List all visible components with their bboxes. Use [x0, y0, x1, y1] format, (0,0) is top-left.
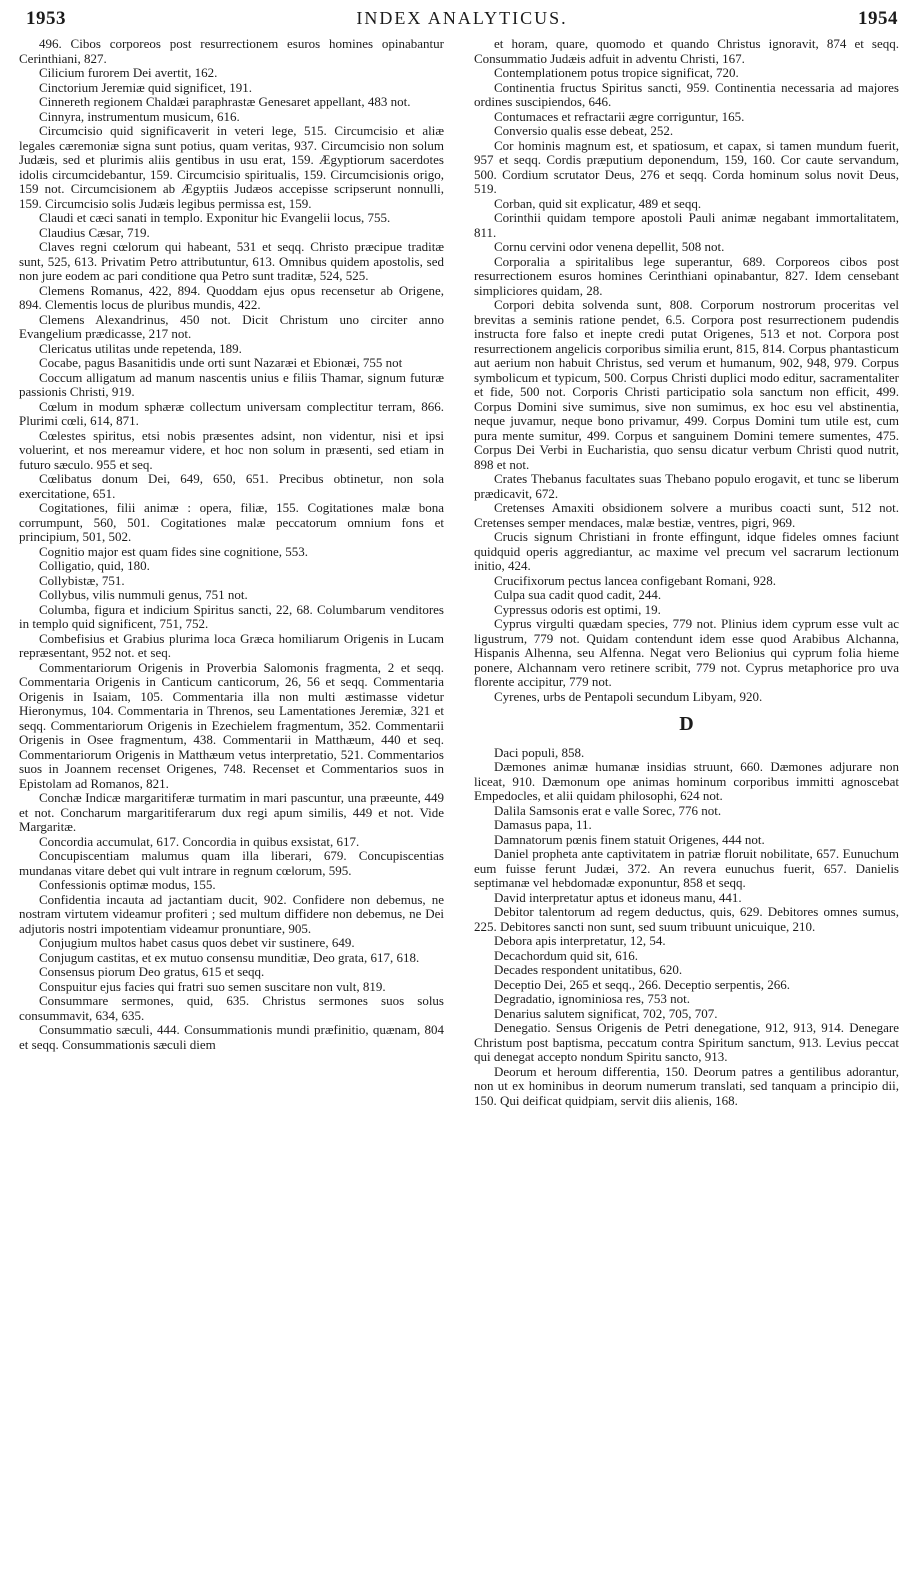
index-entry: Culpa sua cadit quod cadit, 244.	[494, 587, 662, 602]
index-entry: et horam, quare, quomodo et quando Christus ignoravit, 874 et seqq. Consummatio Judæis adfuit in adventu Christi, 167.	[474, 36, 899, 66]
index-entry: Conchæ Indicæ margaritiferæ turmatim in mari pascuntur, una præeunte, 449 et not. Concharum margaritiferarum dux regi apum similis, 449 et not. Vide Margaritæ.	[19, 790, 444, 834]
index-entry: Cornu cervini odor venena depellit, 508 not.	[494, 239, 725, 254]
index-entry: Decachordum quid sit, 616.	[494, 947, 639, 963]
index-entry: Cœlum in modum sphæræ collectum universam complectitur terram, 866. Plurimi cœli, 614, 871.	[19, 398, 444, 428]
index-entry: Claudi et cæci sanati in templo. Exponitur hic Evangelii locus, 755.	[39, 210, 391, 225]
index-entry: Cyrenes, urbs de Pentapoli secundum Libyam, 920.	[494, 688, 763, 704]
index-entry: Confidentia incauta ad jactantiam ducit, 902. Confidere non debemus, ne nostram virtutem videamur profiteri ; sed multum diffidere non debemus, ne Dei adjutoris nostri impotentiam videamur pronuntiare, 905.	[19, 891, 444, 936]
index-entry: Commentariorum Origenis in Proverbia Salomonis fragmenta, 2 et seqq. Commentaria Origenis in Canticum canticorum, 26, 56 et seqq. Commentaria Origenis in Isaiam, 105. Commentaria illa non multi æstimasse videtur Hieronymus, 104. Commentaria in Threnos, seu Lamentationes Jeremiæ, 321 et seqq. Commentariorum Origenis in Ezechielem fragmentum, 352. Commentarii Origenis in Osee fragmentum, 438. Commentarii in Matthæum, 440 et seq. Commentariorum Origenis in Matthæum vetus interpretatio, 521. Commentarios suos in Joannem recenset Origenes, 748. Recenset et Commentarios suos in Epistolam ad Romanos, 821.	[19, 659, 444, 791]
index-entry: Continentia fructus Spiritus sancti, 959. Continentia necessaria ad majores ordines suscipiendos, 646.	[474, 79, 899, 109]
running-title: INDEX ANALYTICUS.	[356, 8, 568, 28]
index-entry: Denegatio. Sensus Origenis de Petri denegatione, 912, 913, 914. Denegare Christum post baptisma, peccatum contra Spiritum sanctum, 913. Levius peccat qui denegat accepto nondum Spiritu sancto, 913.	[474, 1020, 899, 1064]
index-entry: Cœlestes spiritus, etsi nobis præsentes adsint, non videntur, nisi et ipsi voluerint, et nos mereamur videre, et hoc non solum in præsenti, sed etiam in futuro sæculo. 955 et seq.	[19, 427, 444, 472]
index-entry: Coccum alligatum ad manum nascentis unius e filiis Thamar, signum futuræ passionis Christi, 919.	[19, 369, 444, 399]
index-entry: Dalila Samsonis erat e valle Sorec, 776 not.	[494, 802, 722, 818]
index-entry: Conspuitur ejus facies qui fratri suo semen suscitare non vult, 819.	[39, 978, 386, 994]
index-entry: Consensus piorum Deo gratus, 615 et seqq.	[39, 964, 265, 979]
index-entry: Clericatus utilitas unde repetenda, 189.	[39, 340, 242, 356]
index-entry: Clemens Romanus, 422, 894. Quoddam ejus opus recensetur ab Origene, 894. Clementis locus de pluribus mundis, 422.	[19, 282, 444, 312]
index-entry: Dæmones animæ humanæ insidias struunt, 660. Dæmones adjurare non liceat, 910. Dæmonum ope animas hominum corporibus immitti agnoscebat Empedocles, et alii quidam philosophi, 624 not.	[474, 759, 899, 803]
index-entry: Cinctorium Jeremiæ quid significet, 191.	[39, 79, 253, 95]
index-entry: Claudius Cæsar, 719.	[39, 224, 150, 240]
index-entry: Crucis signum Christiani in fronte effingunt, idque fideles omnes faciunt quidquid operis aggrediantur, ac maxime vel precum vel sacrarum lectionum initio, 424.	[474, 529, 899, 573]
index-entry: Combefisius et Grabius plurima loca Græca homiliarum Origenis in Lucam repræsentant, 952 not. et seq.	[19, 630, 444, 660]
index-entry: Daniel propheta ante captivitatem in patriæ floruit nobilitate, 657. Eunuchum eum fuisse ferunt Judæi, 372. An revera eunuchus fuerit, 657. Danielis septimanæ vel hebdomadæ exponuntur, 858 et seqq.	[474, 846, 899, 890]
index-entry: Debitor talentorum ad regem deductus, quis, 629. Debitores omnes sumus, 225. Debitores sancti non sunt, sed suum tribuunt unicuique, 210.	[474, 904, 899, 934]
index-entry: 496. Cibos corporeos post resurrectionem esuros homines opinabantur Cerinthiani, 827.	[19, 36, 444, 66]
index-entry: Denarius salutem significat, 702, 705, 707.	[494, 1005, 718, 1021]
index-entry: Contemplationem potus tropice significat, 720.	[494, 65, 739, 80]
index-entry: Clemens Alexandrinus, 450 not. Dicit Christum uno circiter anno Evangelium prædicasse, 217 not.	[19, 311, 444, 341]
index-entry: Cretenses Amaxiti obsidionem solvere a muribus coacti sunt, 512 not. Cretenses semper mendaces, malæ bestiæ, ventres, pigri, 969.	[474, 500, 899, 530]
index-entry: Crucifixorum pectus lancea configebant Romani, 928.	[494, 572, 776, 588]
index-entry: David interpretatur aptus et idoneus manu, 441.	[494, 889, 742, 905]
right-column	[474, 37, 899, 1108]
section-letter-heading: D	[679, 713, 694, 735]
index-entry: Circumcisio quid significaverit in veteri lege, 515. Circumcisio et aliæ legales cæremoniæ signa sunt potius, quam veritas, 937. Circumcisio non solum Judæis, sed et plurimis aliis gentibus in usu erat, 159. Ægyptiorum sacerdotes idolis circumcidebantur, 159. Circumcisio spiritualis, 159. Circumcisionis origo, 159 not. Circumcisionem ab Ægyptiis Judæos accepisse scripserunt nonnulli, 159. Circumcisio solis Judæis legibus permissa est, 159.	[19, 123, 444, 211]
d-entries	[474, 746, 899, 1109]
page-header	[26, 8, 898, 32]
index-entry: Cinnereth regionem Chaldæi paraphrastæ Genesaret appellant, 483 not.	[39, 94, 411, 109]
index-entry: Columba, figura et indicium Spiritus sancti, 22, 68. Columbarum venditores in templo quid significent, 751, 752.	[19, 601, 444, 631]
index-entry: Corinthii quidam tempore apostoli Pauli animæ negabant immortalitatem, 811.	[474, 210, 899, 240]
index-entry: Consummatio sæculi, 444. Consummationis mundi præfinitio, quænam, 804 et seqq. Consummationis sæculi diem	[19, 1022, 444, 1052]
index-entry: Cogitationes, filii animæ : opera, filiæ, 155. Cogitationes malæ bona corrumpunt, 560, 501. Cogitationes malæ peccatorum omnium fons et principium, 501, 502.	[19, 500, 444, 544]
index-entry: Contumaces et refractarii ægre corriguntur, 165.	[494, 108, 745, 124]
index-entry: Deceptio Dei, 265 et seqq., 266. Deceptio serpentis, 266.	[494, 976, 791, 992]
index-entry: Concordia accumulat, 617. Concordia in quibus exsistat, 617.	[39, 833, 360, 849]
left-column	[19, 37, 444, 1052]
left-page-number: 1953	[26, 8, 66, 29]
index-entry: Cor hominis magnum est, et spatiosum, et capax, si tamen mundum fuerit, 957 et seqq. Cordis præputium deponendum, 159, 160. Cor caute servandum, 500. Cordium scrutator Deus, 276 et seqq. Corda hominum solus novit Deus, 519.	[474, 137, 899, 196]
index-entry: Cocabe, pagus Basanitidis unde orti sunt Nazaræi et Ebionæi, 755 not	[39, 355, 403, 370]
index-entry: Cœlibatus donum Dei, 649, 650, 651. Precibus obtinetur, non sola exercitatione, 651.	[19, 471, 444, 501]
index-entry: Collybistæ, 751.	[39, 572, 125, 588]
index-entry: Degradatio, ignominiosa res, 753 not.	[494, 991, 691, 1006]
index-entry: Cypressus odoris est optimi, 19.	[494, 601, 661, 617]
index-entry: Damasus papa, 11.	[494, 817, 592, 832]
index-entry: Conversio qualis esse debeat, 252.	[494, 123, 674, 138]
index-entry: Corporalia a spiritalibus lege superantur, 689. Corporeos cibos post resurrectionem esuros homines Cerinthiani opinabantur, 827. Idem censebant simpliciores quidam, 28.	[474, 253, 899, 298]
index-entry: Consummare sermones, quid, 635. Christus sermones suos solus consummavit, 634, 635.	[19, 993, 444, 1023]
index-entry: Conjugium multos habet casus quos debet vir sustinere, 649.	[39, 935, 355, 950]
index-entry: Daci populi, 858.	[494, 744, 585, 760]
index-entry: Cinnyra, instrumentum musicum, 616.	[39, 108, 240, 124]
index-entry: Concupiscentiam malumus quam illa liberari, 679. Concupiscentias mundanas vitare debet qui vult intrare in regnum cœlorum, 595.	[19, 848, 444, 878]
index-entry: Corpori debita solvenda sunt, 808. Corporum nostrorum proceritas vel brevitas a seminis ratione pendet, 6.5. Corpora post resurrectionem pudendis instructa fore falso et inepte credi putat Origenes, 513 et not. Corpora post resurrectionem angelicis corporibus similia erunt, 815, 814. Corpus phantasticum aut aerium non habuit Christus, sed verum et humanum, 902, 948, 979. Corpus symbolicum et typicum, 500. Corpus Christi duplici modo editur, sacramentaliter et fide, 500 not. Corporis Christi participatio sola sanctum non efficit, 499. Corpus Domini sive sumimus, sive non sumimus, ex hoc esu vel abstinentia, neque juvamur, neque bono privamur, 499. Corpus Domini tum utile est, cum pura mente sumitur, 499. Corpus et sanguinem Domini temere sumentes, 475. Corpus Dei Verbi in Eucharistia, quo sensu dicatur verbum Christi quod nutrit, 898 et not.	[474, 297, 899, 472]
index-entry: Crates Thebanus facultates suas Thebano populo erogavit, et tunc se liberum prædicavit, 672.	[474, 471, 899, 501]
index-entry: Confessionis optimæ modus, 155.	[39, 877, 216, 892]
index-entry: Deorum et heroum differentia, 150. Deorum patres a gentilibus adorantur, non ut ex hominibus in deorum numerum translati, sed tanquam a principio dii, 150. Qui deificat quidpiam, servit diis alienis, 168.	[474, 1063, 899, 1108]
index-entry: Claves regni cœlorum qui habeant, 531 et seqq. Christo præcipue traditæ sunt, 525, 613. Privatim Petro attributuntur, 613. Omnibus quidem apostolis, sed non jure eodem ac pari conditione qua Petro sunt traditæ, 524, 525.	[19, 239, 444, 283]
index-entry: Colligatio, quid, 180.	[39, 558, 150, 573]
index-entry: Debora apis interpretatur, 12, 54.	[494, 933, 666, 948]
index-entry: Damnatorum pœnis finem statuit Origenes, 444 not.	[494, 831, 765, 847]
index-entry: Corban, quid sit explicatur, 489 et seqq.	[494, 195, 702, 211]
index-entry: Cyprus virgulti quædam species, 779 not. Plinius idem cyprum esse vult ac ligustrum, 779 not. Quidam contendunt idem esse quod Arabibus Alchanna, Hispanis Alhenna, seu Alfenna. Negat vero Belionius qui cyprum folia hieme ponere, Alchannam vero retinere scribit, 779 not. Cyprus metaphorice pro uva florente accipitur, 779 not.	[474, 616, 899, 689]
index-entry: Decades respondent unitatibus, 620.	[494, 962, 683, 977]
index-entry: Cognitio major est quam fides sine cognitione, 553.	[39, 543, 308, 559]
right-page-number: 1954	[858, 8, 898, 29]
index-entry: Conjugum castitas, et ex mutuo consensu munditiæ, Deo grata, 617, 618.	[39, 949, 420, 965]
index-entry: Cilicium furorem Dei avertit, 162.	[39, 65, 218, 80]
index-entry: Collybus, vilis nummuli genus, 751 not.	[39, 587, 248, 602]
c-entries-continued	[474, 37, 899, 704]
